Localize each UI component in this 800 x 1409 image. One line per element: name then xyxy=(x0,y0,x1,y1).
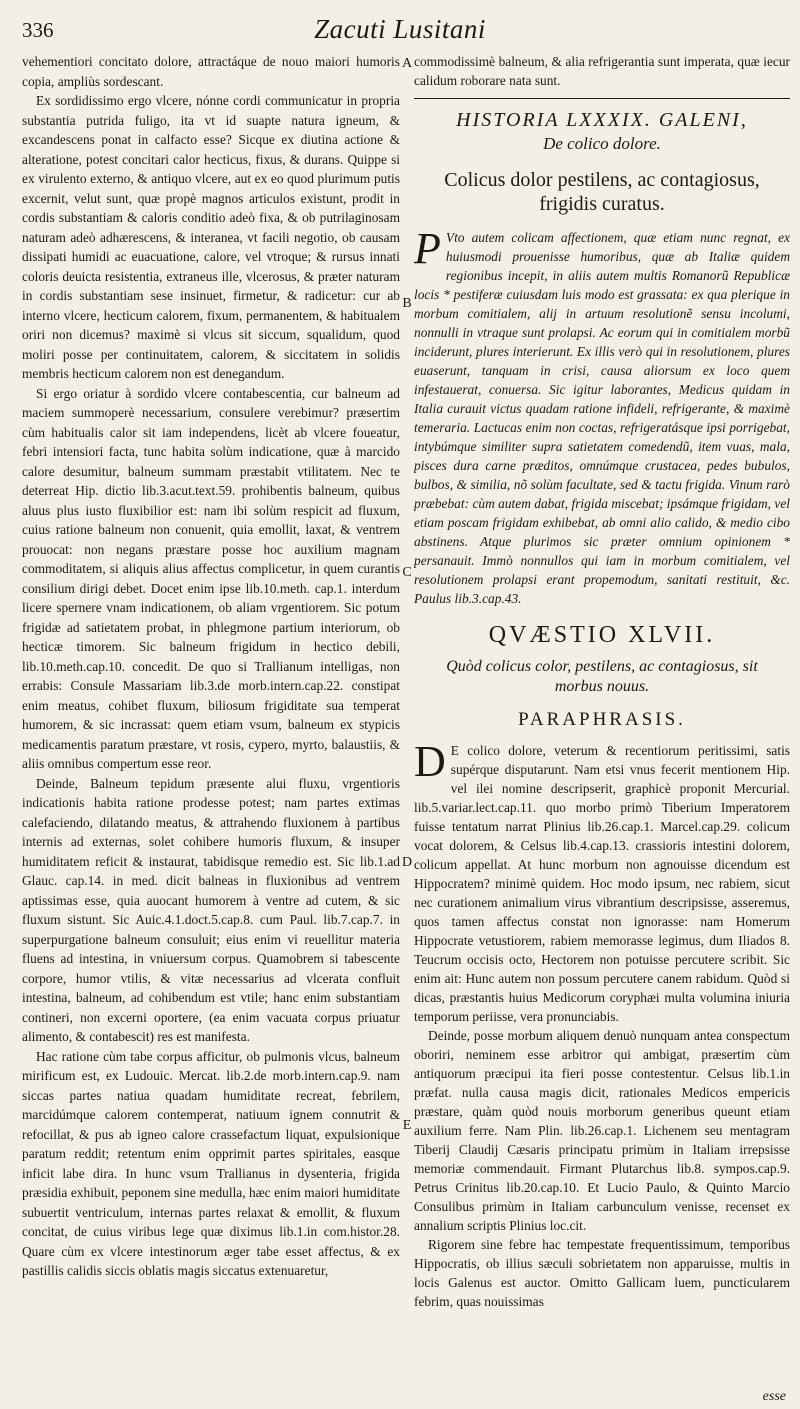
quaestio-title: QVÆSTIO XLVII. xyxy=(488,622,716,648)
left-paragraph-5: Hac ratione cùm tabe corpus afficitur, ob pulmonis vlcus, balneum mirificum est, ex Ludouic. Mercat. lib.2.de morb.intern.cap.9. nam siccas partes natiua quadam humiditate recreat, febrilem, marcidúmque calorem contemperat, natiuum ignem connutrit & refocillat, & pus ab igneo calore crassefactum liquat, expulsionique paratum reddit; retentum enim opprimit partes spiritales, easque inficit labe dira. In hunc vsum Trallianus in dysenteria, frigida præsidia exhibuit, peponem sine medulla, hæc enim maiori humiditate subuertit ventriculum, internas partes relaxat & emollit, & fluxum concitat, de cuius viribus lege quæ diximus lib.1.in com.histor.28. Quare cùm ex vlcere intestinorum æger tabe esset affectus, & ex pastillis calidis siccis oblatis magis siccatus extenuaretur, xyxy=(22,1048,400,1278)
drop-cap-d: D xyxy=(414,737,446,786)
historia-title: HISTORIA LXXXIX. GALENI, xyxy=(456,109,748,131)
quaestio-subtitle: Quòd colicus color, pestilens, ac contagiosus, sit morbus nouus. xyxy=(446,658,758,695)
paraphrasis-paragraph-2: Deinde, posse morbum aliquem denuò nunquam antea conspectum oboriri, neminem esse arbitror qui ambigat, præsertim cùm antiquorum præcipui ita fieri posse contestentur. Celsus lib.1.in præfat. nulla causa magis dicit, rationales Medicos empericis præstare, quàm quòd nouis morborum generibus queunt etiam auxilium ferre. Nam Plin. lib.26.cap.1. Lichenem seu mentagram Tiberij Claudij Cæsaris principatu primùm in Italiam irrepsisse memoriæ commendauit. Firmant Plutarchus lib.8. sympos.cap.9. Petrus Crinitus lib.20.cap.10. Et Lucio Paulo, & Quinto Marcio Consulibus primùm in Italiam carbunculum venisse, recenset ex annalium scriptis Plinius loc.cit. xyxy=(414,1028,790,1233)
page-number: 336 xyxy=(22,18,54,42)
left-column xyxy=(22,52,400,1397)
paraphrasis-paragraph-1: D E colico dolore, veterum & recentiorum peritissimi, satis supérque disputarunt. Nam etsi vnus fecerit mentionem Hip. vel ilei nomine descripserit, graphicè proponit Mercurial. lib.5.variar.lect.cap.11. quo morbo primò Tiberium Imperatorem fuisse tentatum narrat Plinius lib.26.cap.1. Marcel.cap.29. colicum vocat dolorem, & Celsus lib.4.cap.13. crassioris intestini dolorem, colicum appellat. At hunc morbum non agnouisse dicendum est Hippocratem? minimè quidem. Hoc modo ipsum, nec rabiem, sicut nec curationem animalium virus vibrantium descripsisse, asseremus, quos tamen affectus constat non ignorasse: nam Homerum Hippocrate vetustiorem, rabiem memorasse legimus, dum Iliados 8. Teucrum occisis octo, Hectorem non potuisse percutere scribit. Sic enim ait: Hunc autem non possum percutere canem rabidum. Quòd si dicas, præstantis huius Medicorum coryphæi multa volumina iniuria temporum periisse, vera pronunciabis. xyxy=(414,737,790,1024)
right-column xyxy=(414,52,790,1397)
historia-subtitle: De colico dolore. xyxy=(543,134,661,153)
section-rule xyxy=(414,98,790,99)
left-paragraph-2: Ex sordidissimo ergo vlcere, nónne cordi communicatur in propria substantia putrida fuligo, ita vt id suapte natura igneum, & excandescens ponat in calfacto esse? Sicque ex diutina actione & alteratione, potest concitari calor hecticus, fixus, & durans. Quippe si ex virulento externo, & antiquo vlcere, aut ex eo quod plurimum putis excernit, velut sunt, quæ propè magnos articulos existunt, prodit in cordis substantiam & caloris conditio adeò fixa, & ob putrilaginosam naturam adeò adhærescens, & interanea, vt facili negotio, ob causam dissipati humidi ac euacuatione, calore, vel vtroque; & rursus innati coloris deuicta resistentia, extraneus ille, vlcerosus, & præter naturam in cordis substantiam sese insinuet, firmetur, & radicetur: cur ab interno vlcere, hecticum calorem, fixum, permanentem, & habitualem oriri non dicemus? maximè si vlcus sit siccum, squalidum, quod moliri posse per continuitatem, calorem, & siccitatem in solidis membris hecticum calorem non est denegandum. xyxy=(22,93,400,381)
left-paragraph-1: vehementiori concitato dolore, attractáque de nouo maiori humoris copia, ampliùs sordescant. xyxy=(22,54,400,89)
left-paragraph-3: Si ergo oriatur à sordido vlcere contabescentia, cur balneum ad maciem summoperè necessarium, consulere verebimur? præsertim cùm habitualis calor sit iam independens, licèt ab vlcere foueatur, febri intensiori facta, tunc habita solùm indicatione, quæ à marcido calore desumitur, balneum summam præstabit vtilitatem. Nec te deterreat Hip. dictio lib.3.acut.text.59. prohibentis balneum, quibus aluus plus iusto fluxibilior est: nam ibi solùm respicit ad fluxum, cuius ratione balneum non conuenit, quia emollit, laxat, & ventrem prouocat: non negans præstare posse hoc auxilium magnam commoditatem, si aliquis alius affectus complicetur, in quem curantis consilium dirigi debet. Docet enim ipse lib.10.meth. cap.1. interdum licere spernere vnam indicationem, ob aliam vrgentiorem. Sic potum frigidæ ad satietatem probat, in phlegmone partium interiorum, ob hecticæ timorem. Sic balneum frigidum in hectico debili, lib.10.meth.cap.10. concedit. De quo si Trallianum intelligas, non errabis: Consule Massariam lib.3.de morb.intern.cap.22. constipat enim meatus, cohibet fluxum, biliosum frigiditate sua temperat humorem, & sic incrassat: quem etiam vsum, balneum ex stypicis medicamentis paratum præstare, vt rosis, cypero, myrto, balaustiis, & aliis omnibus compertum esse reor. xyxy=(22,385,400,771)
left-paragraph-4: Deinde, Balneum tepidum præsente alui fluxu, vrgentioris indicationis habita ratione prodesse potest; nam partes extimas calefaciendo, dilatando meatus, & attrahendo fluxionem à partibus internis ad externas, solet cohibere humoris fluxum, & insuper humiditatem reficit & instaurat, tabidisque remedio est. Sic lib.1.ad Glauc. cap.14. in med. dicit balneas in fluxionibus ad ventrem aptissimas esse, quia auocant humorem à ventre ad cutem, & sic fluxum sistunt. Sic Auic.4.1.doct.5.cap.8. cum Paul. lib.7.cap.7. in superpurgatione balneum consuluit; eius enim vi reuellitur materia fluens ad intestina, in vniuersum corpus. Quamobrem si tabescente corpore, humor vtilis, & vitæ necessarius ad vlcerata confluit intestina, balneum, ad cohibendum est vtile; hanc enim substantiam contineri, non excerni oportere, (ea enim vacuata corpus priuatur alimento, & contabescit) res est manifesta. xyxy=(22,775,400,1044)
drop-cap-p: P xyxy=(414,224,441,273)
paraphrasis-title: PARAPHRASIS. xyxy=(518,709,686,730)
paraphrasis-paragraph-3: Rigorem sine febre hac tempestate frequentissimum, temporibus Hippocratis, ob illius sæculi sobrietatem non apparuisse, multis in locis Galenus est auctor. Omitto Gallicam luem, puncticularem febrim, quas nouissimas xyxy=(414,1237,790,1309)
chapter-title: Colicus dolor pestilens, ac contagiosus, frigidis curatus. xyxy=(444,169,760,215)
historia-text: P Vto autem colicam affectionem, quæ etiam nunc regnat, ex huiusmodi prouenisse humoribus, quæ ab Italiæ quidem regionibus incepit, in aliis autem multis Romanorũ Republicæ locis * pestiferæ cuiusdam luis modo est grassata: ex qua plerique in morbum comitialem, alij in artuum resolutionẽ sensu incolumi, nonnulli in vtraque sunt prolapsi. Ac eorum qui in comitialem morbũ inciderunt, plures interierunt. Ex illis verò qui in resolutionem, plures euaserunt, tanquam in crisi, causa aliorsum ex loco quem infestauerat, conuersa. Sic igitur laborantes, Medicus quidam in Italia curauit victus quadam ratione infideli, refrigerante, & maximè temeraria. Lactucas enim non coctas, refrigeratásque ipsi porrigebat, intybúmque similiter supra satietatem comedendũ, item vuas, mala, pisces dura carne præditos, omnúmque crustacea, pedes bubulos, bulbos, & similia, nõ solùm facultate, sed & tactu frigida. Vinum rarò præbebat: cùm autem dabat, frigida miscebat; ipsámque frigidam, vel etiam poscam frigidam exhibebat, ab omni alio calido, & medio cibo abstinens. Atque plurimos sic præter omnium opinionem * persanauit. Immò nonnullos qui iam in morbum comitialem, vel resolutionem prolapsi erant propemodum, sanitati restituit, &c. Paulus lib.3.cap.43. xyxy=(414,224,790,606)
margin-marker-e: E xyxy=(402,1118,412,1133)
margin-marker-c: C xyxy=(402,565,412,580)
margin-marker-d: D xyxy=(401,855,413,870)
margin-marker-b: B xyxy=(402,296,412,311)
right-paragraph-0: commodissimè balneum, & alia refrigerantia sunt imperata, quæ iecur calidum roborare nata sunt. xyxy=(414,54,790,88)
catchword: esse xyxy=(762,1389,786,1404)
running-head: Zacuti Lusitani xyxy=(314,14,486,44)
margin-marker-a: A xyxy=(401,56,413,71)
